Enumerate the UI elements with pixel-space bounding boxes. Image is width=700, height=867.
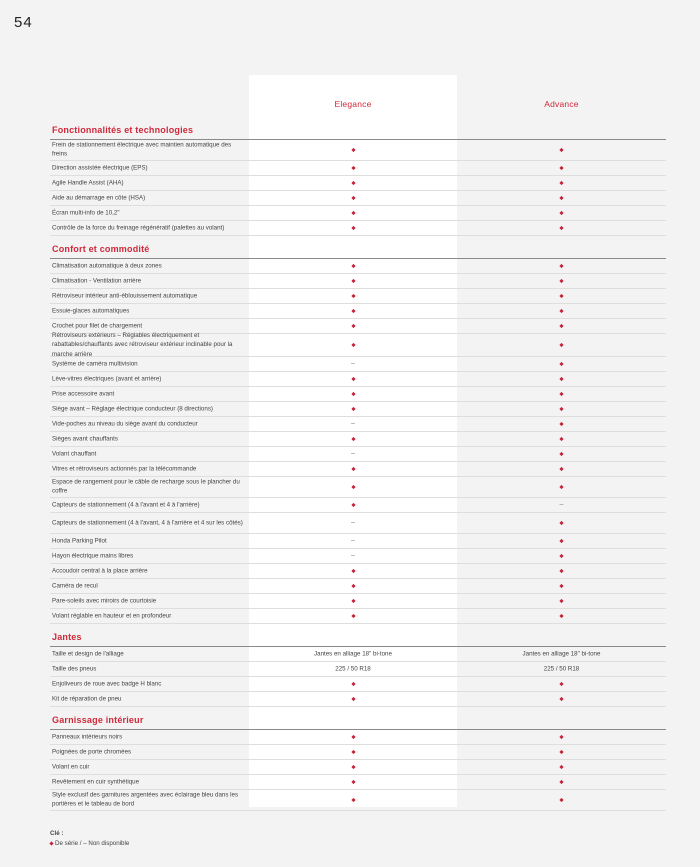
table-row: [50, 513, 666, 534]
standard-cell: [457, 278, 666, 285]
table-row: [50, 372, 666, 387]
table-row: [50, 760, 666, 775]
standard-cell: [249, 779, 457, 786]
standard-cell: [249, 165, 457, 172]
standard-cell: [457, 734, 666, 741]
standard-cell: [457, 779, 666, 786]
standard-dot-icon: [351, 798, 355, 802]
feature-label: Poignées de porte chromées: [52, 748, 132, 756]
table-row: [50, 402, 666, 417]
standard-dot-icon: [351, 569, 355, 573]
section-header-jantes: [50, 624, 666, 647]
feature-label: Vitres et rétroviseurs actionnés par la télécommande: [52, 465, 197, 473]
standard-cell: [249, 195, 457, 202]
standard-cell: [457, 583, 666, 590]
not-available-cell: [249, 538, 457, 545]
feature-label: Écran multi-info de 10,2": [52, 209, 120, 217]
table-row: [50, 259, 666, 274]
standard-dot-icon: [559, 279, 563, 283]
standard-cell: [249, 502, 457, 509]
standard-dot-icon: [351, 166, 355, 170]
standard-dot-icon: [351, 343, 355, 347]
table-row: [50, 677, 666, 692]
standard-dot-icon: [559, 148, 563, 152]
table-row: [50, 140, 666, 161]
not-available-dash: –: [351, 420, 355, 428]
standard-dot-icon: [351, 407, 355, 411]
standard-cell: [457, 180, 666, 187]
table-row: [50, 647, 666, 662]
standard-cell: [249, 568, 457, 575]
standard-cell: [457, 421, 666, 428]
standard-cell: [249, 734, 457, 741]
standard-cell: [457, 391, 666, 398]
feature-label: Espace de rangement pour le câble de recharge sous le plancher du coffre: [52, 478, 240, 495]
standard-dot-icon: [351, 503, 355, 507]
standard-cell: [457, 613, 666, 620]
standard-dot-icon: [559, 309, 563, 313]
not-available-dash: –: [351, 537, 355, 545]
standard-dot-icon: [559, 467, 563, 471]
standard-cell: [249, 598, 457, 605]
feature-label: Taille et design de l'alliage: [52, 650, 124, 658]
standard-dot-icon: [351, 279, 355, 283]
standard-dot-icon: [351, 765, 355, 769]
feature-label: Enjoliveurs de roue avec badge H blanc: [52, 680, 162, 688]
feature-label: Caméra de recul: [52, 582, 98, 590]
standard-cell: [249, 278, 457, 285]
standard-dot-icon: [351, 614, 355, 618]
feature-label: Volant chauffant: [52, 450, 97, 458]
standard-dot-icon: [559, 485, 563, 489]
value-cell: 225 / 50 R18: [543, 665, 580, 673]
table-row: [50, 790, 666, 811]
feature-label: Crochet pour filet de chargement: [52, 322, 143, 330]
standard-dot-icon: [351, 196, 355, 200]
feature-label: Revêtement en cuir synthétique: [52, 778, 140, 786]
standard-cell: [457, 520, 666, 527]
standard-cell: [457, 342, 666, 349]
standard-cell: [249, 210, 457, 217]
standard-dot-icon: [351, 294, 355, 298]
not-available-cell: [249, 421, 457, 428]
standard-dot-icon: [351, 682, 355, 686]
standard-dot-icon: [351, 485, 355, 489]
value-cell: Jantes en alliage 18" bi-tone: [522, 650, 601, 658]
standard-dot-icon: [559, 324, 563, 328]
feature-label: Volant en cuir: [52, 763, 90, 771]
standard-dot-icon: [351, 697, 355, 701]
table-row: [50, 387, 666, 402]
table-row: [50, 221, 666, 236]
table-row: [50, 549, 666, 564]
standard-cell: [457, 406, 666, 413]
standard-cell: [249, 613, 457, 620]
table-row: [50, 447, 666, 462]
standard-dot-icon: [559, 407, 563, 411]
table-row: [50, 745, 666, 760]
value-cell: 225 / 50 R18: [335, 665, 371, 673]
table-row: [50, 417, 666, 432]
table-row: [50, 477, 666, 498]
standard-cell: [457, 538, 666, 545]
feature-label: Panneaux intérieurs noirs: [52, 733, 123, 741]
feature-label: Capteurs de stationnement (4 à l'avant, 4 à l'arrière et 4 sur les côtés): [52, 519, 243, 527]
legend-text: De série / – Non disponible: [55, 840, 130, 847]
table-row: [50, 692, 666, 707]
section-title: Confort et commodité: [52, 244, 150, 254]
legend: [50, 829, 129, 849]
standard-dot-icon: [559, 362, 563, 366]
standard-dot-icon: [559, 521, 563, 525]
table-row: [50, 161, 666, 176]
feature-label: Siège avant – Réglage électrique conducteur (8 directions): [52, 405, 213, 413]
standard-dot-icon: [351, 148, 355, 152]
standard-dot-icon: [559, 377, 563, 381]
standard-cell: [249, 391, 457, 398]
standard-dot-icon: [559, 682, 563, 686]
standard-dot-icon: [351, 750, 355, 754]
feature-label: Système de caméra multivision: [52, 360, 138, 368]
standard-cell: [249, 323, 457, 330]
standard-dot-icon: [559, 422, 563, 426]
table-row: [50, 206, 666, 221]
feature-label: Honda Parking Pilot: [52, 537, 107, 545]
standard-dot-icon: [559, 750, 563, 754]
standard-cell: [457, 764, 666, 771]
standard-cell: [249, 484, 457, 491]
not-available-dash: –: [351, 450, 355, 458]
standard-cell: [249, 466, 457, 473]
standard-dot-icon: [351, 437, 355, 441]
feature-label: Prise accessoire avant: [52, 390, 115, 398]
table-row: [50, 289, 666, 304]
standard-cell: [249, 436, 457, 443]
table-row: [50, 730, 666, 745]
standard-cell: [457, 451, 666, 458]
table-row: [50, 498, 666, 513]
feature-label: Rétroviseurs extérieurs – Réglables électriquement et rabattables/chauffants avec rétroviseur extérieur inclinable pour la marche arrière: [52, 332, 233, 358]
standard-cell: [457, 293, 666, 300]
spec-sections: [50, 111, 666, 811]
column-header-elegance: Elegance: [334, 99, 372, 109]
table-row: [50, 775, 666, 790]
standard-dot-icon: [49, 841, 53, 845]
standard-dot-icon: [351, 211, 355, 215]
standard-dot-icon: [559, 166, 563, 170]
feature-label: Pare-soleils avec miroirs de courtoisie: [52, 597, 157, 605]
table-row: [50, 191, 666, 206]
section-title: Garnissage intérieur: [52, 715, 144, 725]
standard-cell: [457, 147, 666, 154]
page-number: 54: [14, 14, 33, 31]
standard-cell: [457, 466, 666, 473]
feature-label: Capteurs de stationnement (4 à l'avant et 4 à l'arrière): [52, 501, 200, 509]
not-available-cell: [249, 553, 457, 560]
standard-cell: [249, 147, 457, 154]
standard-dot-icon: [559, 735, 563, 739]
table-row: [50, 534, 666, 549]
standard-dot-icon: [559, 697, 563, 701]
feature-label: Hayon électrique mains libres: [52, 552, 134, 560]
standard-dot-icon: [559, 181, 563, 185]
not-available-dash: –: [351, 552, 355, 560]
standard-cell: [457, 225, 666, 232]
not-available-dash: –: [559, 501, 564, 509]
standard-dot-icon: [559, 584, 563, 588]
column-headers: [50, 95, 666, 111]
feature-label: Kit de réparation de pneu: [52, 695, 122, 703]
feature-label: Climatisation - Ventilation arrière: [52, 277, 142, 285]
standard-cell: [457, 210, 666, 217]
not-available-cell: [457, 502, 666, 509]
feature-label: Volant réglable en hauteur et en profondeur: [52, 612, 172, 620]
standard-cell: [249, 376, 457, 383]
standard-dot-icon: [559, 343, 563, 347]
standard-cell: [457, 195, 666, 202]
not-available-dash: –: [351, 360, 355, 368]
standard-dot-icon: [351, 599, 355, 603]
standard-dot-icon: [559, 294, 563, 298]
standard-dot-icon: [351, 584, 355, 588]
standard-cell: [249, 406, 457, 413]
standard-cell: [249, 583, 457, 590]
standard-cell: [457, 323, 666, 330]
table-row: [50, 579, 666, 594]
feature-label: Contrôle de la force du freinage régénératif (palettes au volant): [52, 224, 225, 232]
standard-cell: [457, 553, 666, 560]
legend-title: Clé :: [50, 830, 64, 837]
standard-cell: [457, 696, 666, 703]
standard-cell: [457, 598, 666, 605]
section-header-confort-et-commodite: [50, 236, 666, 259]
standard-dot-icon: [559, 614, 563, 618]
standard-dot-icon: [351, 309, 355, 313]
standard-dot-icon: [559, 569, 563, 573]
feature-label: Style exclusif des garnitures argentées avec éclairage bleu dans les portières et le tableau de bord: [52, 791, 239, 808]
feature-label: Taille des pneus: [52, 665, 97, 673]
standard-dot-icon: [559, 211, 563, 215]
feature-label: Sièges avant chauffants: [52, 435, 118, 443]
table-row: [50, 357, 666, 372]
table-row: [50, 274, 666, 289]
standard-dot-icon: [351, 226, 355, 230]
standard-cell: [457, 436, 666, 443]
standard-cell: [249, 180, 457, 187]
not-available-cell: [249, 361, 457, 368]
table-row: [50, 304, 666, 319]
feature-label: Climatisation automatique à deux zones: [52, 262, 162, 270]
standard-dot-icon: [559, 798, 563, 802]
standard-cell: [249, 263, 457, 270]
standard-cell: [457, 568, 666, 575]
section-header-fonctionnalites-et-technologies: [50, 111, 666, 140]
standard-cell: [249, 342, 457, 349]
section-title: Jantes: [52, 632, 82, 642]
column-header-advance: Advance: [544, 99, 579, 109]
standard-cell: [457, 484, 666, 491]
standard-dot-icon: [351, 377, 355, 381]
standard-cell: [457, 376, 666, 383]
standard-cell: [457, 308, 666, 315]
feature-label: Aide au démarrage en côte (HSA): [52, 194, 146, 202]
value-cell: Jantes en alliage 18" bi-tone: [314, 650, 392, 658]
table-row: [50, 432, 666, 447]
table-row: [50, 176, 666, 191]
standard-dot-icon: [559, 226, 563, 230]
standard-dot-icon: [351, 264, 355, 268]
standard-cell: [249, 681, 457, 688]
standard-dot-icon: [559, 554, 563, 558]
standard-dot-icon: [351, 467, 355, 471]
table-row: [50, 594, 666, 609]
feature-label: Rétroviseur intérieur anti-éblouissement automatique: [52, 292, 198, 300]
standard-cell: [457, 361, 666, 368]
standard-dot-icon: [351, 181, 355, 185]
table-row: [50, 462, 666, 477]
spec-table: [50, 95, 666, 811]
table-row: [50, 564, 666, 579]
standard-cell: [249, 764, 457, 771]
standard-dot-icon: [351, 392, 355, 396]
standard-dot-icon: [559, 452, 563, 456]
standard-dot-icon: [351, 780, 355, 784]
feature-label: Frein de stationnement électrique avec maintien automatique des freins: [52, 141, 232, 158]
section-title: Fonctionnalités et technologies: [52, 125, 194, 135]
not-available-cell: [249, 520, 457, 527]
standard-cell: [249, 293, 457, 300]
standard-cell: [249, 308, 457, 315]
not-available-cell: [249, 451, 457, 458]
feature-label: Direction assistée électrique (EPS): [52, 164, 148, 172]
table-row: [50, 662, 666, 677]
standard-dot-icon: [559, 196, 563, 200]
standard-dot-icon: [351, 324, 355, 328]
table-row: [50, 334, 666, 357]
section-header-garnissage-interieur: [50, 707, 666, 730]
standard-cell: [249, 225, 457, 232]
table-row: [50, 609, 666, 624]
feature-label: Agile Handle Assist (AHA): [52, 179, 124, 187]
standard-cell: [457, 263, 666, 270]
not-available-dash: –: [351, 519, 355, 527]
standard-cell: [249, 749, 457, 756]
standard-cell: [249, 797, 457, 804]
feature-label: Vide-poches au niveau du siège avant du conducteur: [52, 420, 198, 428]
standard-dot-icon: [559, 599, 563, 603]
standard-cell: [457, 797, 666, 804]
standard-cell: [457, 681, 666, 688]
standard-cell: [457, 749, 666, 756]
standard-cell: [249, 696, 457, 703]
standard-dot-icon: [351, 735, 355, 739]
standard-dot-icon: [559, 392, 563, 396]
feature-label: Lève-vitres électriques (avant et arrière): [52, 375, 162, 383]
standard-dot-icon: [559, 539, 563, 543]
standard-dot-icon: [559, 780, 563, 784]
standard-dot-icon: [559, 264, 563, 268]
standard-dot-icon: [559, 765, 563, 769]
standard-dot-icon: [559, 437, 563, 441]
standard-cell: [457, 165, 666, 172]
feature-label: Accoudoir central à la place arrière: [52, 567, 148, 575]
feature-label: Essuie-glaces automatiques: [52, 307, 130, 315]
